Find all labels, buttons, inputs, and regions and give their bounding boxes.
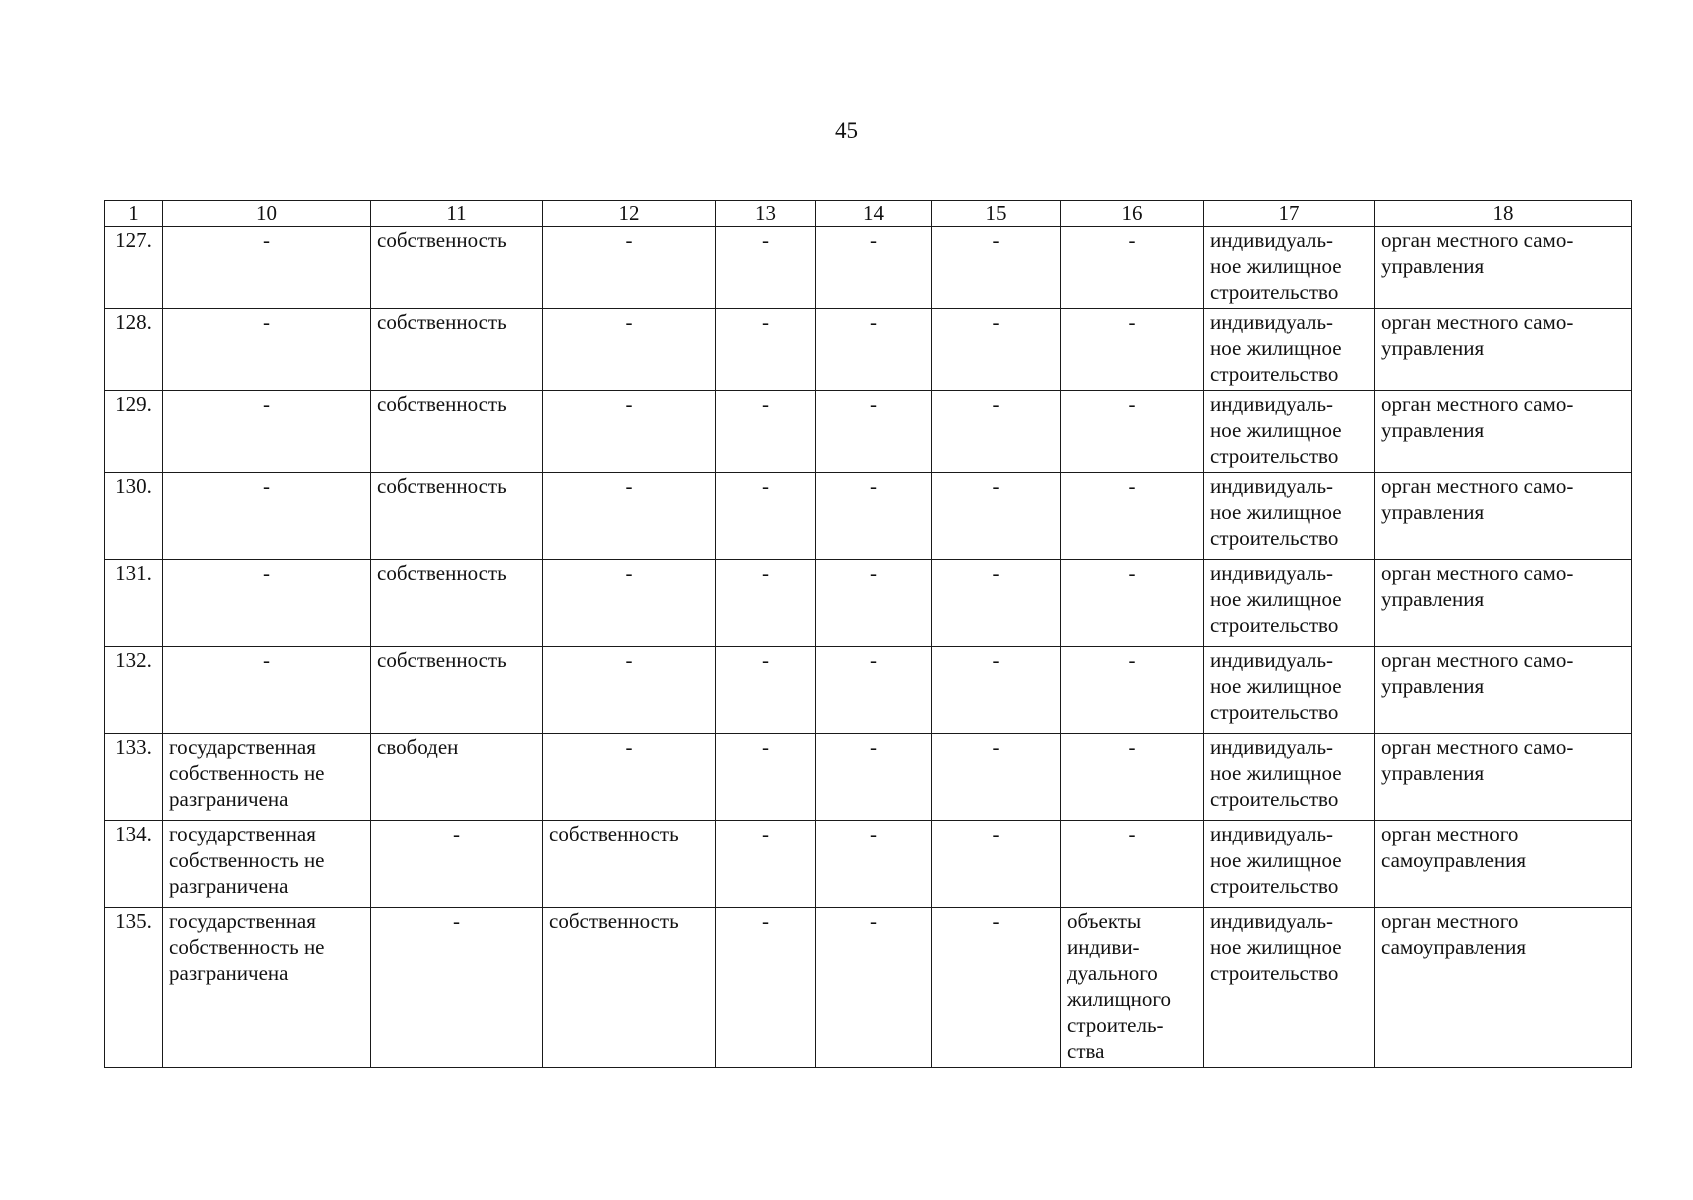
table-cell: индивидуаль- ное жилищное строительство [1204, 309, 1375, 391]
table-cell: собственность [371, 473, 543, 560]
row-number-cell: 135. [105, 908, 163, 1068]
table-cell: - [371, 908, 543, 1068]
table-cell: орган местного само- управления [1375, 647, 1632, 734]
table-row [105, 734, 1632, 821]
table-cell: индивидуаль- ное жилищное строительство [1204, 560, 1375, 647]
table-cell: государственная собственность не разграничена [163, 821, 371, 908]
table-cell: - [163, 391, 371, 473]
table-cell: индивидуаль- ное жилищное строительство [1204, 391, 1375, 473]
table-cell: индивидуаль- ное жилищное строительство [1204, 227, 1375, 309]
table-cell: - [543, 560, 716, 647]
table-cell: свободен [371, 734, 543, 821]
table-cell: - [543, 391, 716, 473]
table-cell: - [716, 227, 816, 309]
column-header: 12 [543, 201, 716, 227]
table-cell: - [716, 391, 816, 473]
table-cell: - [932, 908, 1061, 1068]
table-cell: собственность [371, 391, 543, 473]
table-cell: собственность [371, 309, 543, 391]
table-cell: - [816, 227, 932, 309]
table-cell: индивидуаль- ное жилищное строительство [1204, 734, 1375, 821]
table-cell: - [816, 309, 932, 391]
page-number: 45 [835, 118, 858, 143]
table-cell: индивидуаль- ное жилищное строительство [1204, 473, 1375, 560]
table-row [105, 647, 1632, 734]
table-cell: - [716, 821, 816, 908]
table-cell: - [716, 647, 816, 734]
table-row [105, 227, 1632, 309]
table-cell: - [932, 227, 1061, 309]
table-cell: - [163, 227, 371, 309]
table-cell: орган местного само- управления [1375, 391, 1632, 473]
table-cell: орган местного само- управления [1375, 309, 1632, 391]
table-cell: - [816, 734, 932, 821]
column-header: 13 [716, 201, 816, 227]
table-row [105, 473, 1632, 560]
table-cell: индивидуаль- ное жилищное строительство [1204, 908, 1375, 1068]
row-number-cell: 133. [105, 734, 163, 821]
row-number-cell: 127. [105, 227, 163, 309]
table-cell: - [543, 734, 716, 821]
table-cell: - [716, 473, 816, 560]
table-cell: собственность [543, 908, 716, 1068]
table-cell: орган местного само- управления [1375, 473, 1632, 560]
table-cell: - [932, 473, 1061, 560]
column-header: 11 [371, 201, 543, 227]
table-cell: - [543, 227, 716, 309]
table-row [105, 908, 1632, 1068]
table-cell: орган местного само- управления [1375, 560, 1632, 647]
table-row [105, 309, 1632, 391]
table-body [105, 227, 1632, 1068]
table-cell: - [1061, 473, 1204, 560]
table-cell: - [816, 821, 932, 908]
column-header: 1 [105, 201, 163, 227]
column-header: 17 [1204, 201, 1375, 227]
table-cell: - [932, 391, 1061, 473]
table-row [105, 821, 1632, 908]
table-cell: - [1061, 560, 1204, 647]
row-number-cell: 129. [105, 391, 163, 473]
table-cell: - [932, 821, 1061, 908]
table-cell: - [163, 309, 371, 391]
table-cell: индивидуаль- ное жилищное строительство [1204, 647, 1375, 734]
table-cell: государственная собственность не разграничена [163, 734, 371, 821]
column-header: 15 [932, 201, 1061, 227]
table-cell: - [716, 560, 816, 647]
table-cell: - [816, 908, 932, 1068]
table-cell: собственность [371, 647, 543, 734]
table-row [105, 391, 1632, 473]
table-cell: орган местного само- управления [1375, 734, 1632, 821]
table-cell: - [371, 821, 543, 908]
table-cell: - [716, 908, 816, 1068]
table-cell: индивидуаль- ное жилищное строительство [1204, 821, 1375, 908]
table-cell: - [816, 647, 932, 734]
table-cell: - [716, 734, 816, 821]
row-number-cell: 130. [105, 473, 163, 560]
table-cell: - [816, 391, 932, 473]
table-cell: - [1061, 647, 1204, 734]
row-number-cell: 128. [105, 309, 163, 391]
table-cell: собственность [371, 560, 543, 647]
table-cell: - [1061, 309, 1204, 391]
table-cell: - [1061, 391, 1204, 473]
column-header: 16 [1061, 201, 1204, 227]
table-cell: орган местного самоуправления [1375, 908, 1632, 1068]
row-number-cell: 132. [105, 647, 163, 734]
table-cell: - [543, 473, 716, 560]
table-cell: - [163, 560, 371, 647]
table-cell: - [816, 473, 932, 560]
table-cell: - [1061, 734, 1204, 821]
table-cell: государственная собственность не разграничена [163, 908, 371, 1068]
table-cell: - [543, 309, 716, 391]
table-cell: орган местного самоуправления [1375, 821, 1632, 908]
table-cell: - [163, 473, 371, 560]
table-cell: - [932, 560, 1061, 647]
table-cell: - [1061, 227, 1204, 309]
table-cell: собственность [543, 821, 716, 908]
table-cell: собственность [371, 227, 543, 309]
column-header: 10 [163, 201, 371, 227]
table-cell: - [932, 734, 1061, 821]
column-header: 14 [816, 201, 932, 227]
row-number-cell: 131. [105, 560, 163, 647]
row-number-cell: 134. [105, 821, 163, 908]
table-cell: - [816, 560, 932, 647]
table-cell: - [716, 309, 816, 391]
table-cell: - [163, 647, 371, 734]
table-cell: - [1061, 821, 1204, 908]
data-table [104, 200, 1632, 1068]
table-row [105, 560, 1632, 647]
column-header: 18 [1375, 201, 1632, 227]
table-cell: - [932, 309, 1061, 391]
table-cell: орган местного само- управления [1375, 227, 1632, 309]
table-cell: объекты индиви- дуального жилищного строитель- ства [1061, 908, 1204, 1068]
header-row [105, 201, 1632, 227]
table-cell: - [932, 647, 1061, 734]
table-cell: - [543, 647, 716, 734]
